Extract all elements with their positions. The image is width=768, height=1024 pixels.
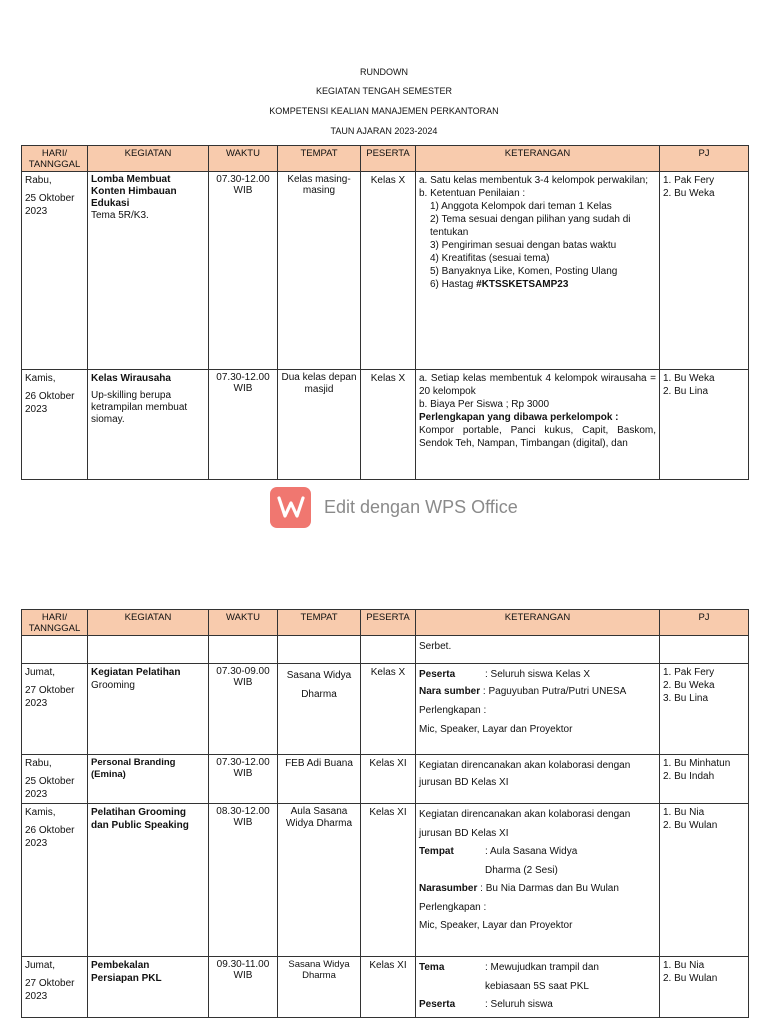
ket-line: 2) Tema sesuai dengan pilihan yang sudah di tentukan [430,214,631,238]
col-pj: PJ [660,146,749,172]
col-tempat: TEMPAT [278,146,361,172]
cell-kegiatan [88,636,209,664]
date: 25 Oktober 2023 [25,193,75,217]
rundown-table-page2 [21,609,749,1018]
day: Kamis, [25,373,56,384]
activity-note: Tema 5R/K3. [91,210,149,221]
ket-label: Nara sumber [419,686,481,697]
ket-line: Mic, Speaker, Layar dan Proyektor [419,724,573,735]
ket-line: 5) Banyaknya Like, Komen, Posting Ulang [430,266,618,277]
cell-tempat [278,636,361,664]
cell-keterangan [416,664,660,755]
pj-item: 2. Bu Weka [663,188,715,199]
col-pj: PJ [660,610,749,636]
cell-waktu: 07.30-12.00 WIB [209,172,278,370]
day: Jumat, [25,960,56,971]
cell-kegiatan [88,804,209,957]
cell-tempat: Kelas masing-masing [278,172,361,370]
ket-line: Kegiatan direncanakan akan kolaborasi dengan jurusan BD Kelas XI [419,809,631,839]
ket-value: : Paguyuban Putra/Putri UNESA [482,686,627,697]
ket-line: a. Satu kelas membentuk 3-4 kelompok perwakilan; [419,175,649,186]
cell-pj [660,370,749,480]
table-row [22,664,749,755]
col-peserta: PESERTA [361,146,416,172]
cell-tempat: Dua kelas depan masjid [278,370,361,480]
cell-keterangan: Serbet. [416,636,660,664]
ket-peserta [419,666,656,683]
pj-item: 1. Bu Weka [663,373,715,384]
date: 27 Oktober 2023 [25,685,75,709]
ket-line: Kompor portable, Panci kukus, Capit, Baskom, Sendok Teh, Nampan, Timbangan (digital), dan [419,425,656,449]
col-kegiatan: KEGIATAN [88,146,209,172]
cell-kegiatan [88,370,209,480]
table-row [22,370,749,480]
col-hari: HARI/ TANNGGAL [22,610,88,636]
day: Rabu, [25,758,52,769]
activity-title: Kegiatan Pelatihan [91,667,181,678]
cell-pj [660,172,749,370]
activity-title: Pelatihan Grooming dan Public Speaking [91,807,189,831]
ket-narasumber [419,880,656,899]
cell-tempat: FEB Adi Buana [278,755,361,804]
ket-line: b. Ketentuan Penilaian : [419,188,526,199]
ket-peserta [419,996,656,1015]
cell-hari [22,804,88,957]
date: 27 Oktober 2023 [25,978,75,1002]
col-waktu: WAKTU [209,610,278,636]
cell-hari [22,172,88,370]
date: 26 Oktober 2023 [25,391,75,415]
ket-tempat [419,843,656,880]
pj-item: 2. Bu Lina [663,386,709,397]
cell-keterangan [416,370,660,480]
cell-pj [660,957,749,1018]
cell-peserta: Kelas XI [361,804,416,957]
cell-tempat: Aula Sasana Widya Dharma [278,804,361,957]
ket-label: Peserta [419,669,456,680]
cell-keterangan [416,172,660,370]
pj-item: 2. Bu Wulan [663,820,718,831]
ket-value: : Mewujudkan trampil dan kebiasaan 5S saat PKL [485,962,599,992]
col-keterangan: KETERANGAN [416,146,660,172]
table-header [22,146,749,172]
pj-item: 2. Bu Wulan [663,973,718,984]
table-row [22,172,749,370]
cell-hari [22,370,88,480]
cell-peserta [361,636,416,664]
ket-line-hastag [419,278,656,291]
rundown-table-page1 [21,145,749,480]
cell-kegiatan [88,755,209,804]
cell-hari [22,755,88,804]
ket-label: Narasumber [419,883,478,894]
cell-waktu: 07.30-12.00 WIB [209,755,278,804]
cell-hari [22,957,88,1018]
doc-subtitle: KEGIATAN TENGAH SEMESTER [315,86,453,96]
cell-kegiatan [88,172,209,370]
pj-item: 1. Bu Nia [663,960,705,971]
cell-keterangan [416,804,660,957]
table-header [22,610,749,636]
col-kegiatan: KEGIATAN [88,610,209,636]
table-row [22,755,749,804]
date: 25 Oktober 2023 [25,776,75,800]
doc-year: TAUN AJARAN 2023-2024 [330,126,438,136]
hastag-value: #KTSSKETSAMP23 [476,279,569,290]
activity-title: Personal Branding (Emina) [91,757,176,780]
cell-pj [660,804,749,957]
cell-keterangan: Kegiatan direncanakan akan kolaborasi dengan jurusan BD Kelas XI [416,755,660,804]
ket-value: : Aula Sasana Widya Dharma (2 Sesi) [485,846,578,876]
cell-peserta: Kelas XI [361,755,416,804]
pj-item: 1. Bu Nia [663,807,705,818]
cell-waktu: 07.30-12.00 WIB [209,370,278,480]
ket-line: b. Biaya Per Siswa ; Rp 3000 [419,399,550,410]
ket-line: 3) Pengiriman sesuai dengan batas waktu [430,240,617,251]
ket-label: Tempat [419,846,454,857]
col-keterangan: KETERANGAN [416,610,660,636]
table-row [22,804,749,957]
activity-title: Kelas Wirausaha [91,373,171,384]
table-row [22,636,749,664]
activity-title: Lomba Membuat Konten Himbauan Edukasi [91,174,177,209]
cell-waktu: 07.30-09.00 WIB [209,664,278,755]
doc-program: KOMPETENSI KEALIAN MANAJEMEN PERKANTORAN [269,106,499,116]
cell-hari [22,664,88,755]
col-tempat: TEMPAT [278,610,361,636]
cell-waktu: 09.30-11.00 WIB [209,957,278,1018]
cell-peserta: Kelas X [361,664,416,755]
ket-line: 4) Kreatifitas (sesuai tema) [430,253,550,264]
ket-value: : Seluruh siswa Kelas X [485,669,591,680]
activity-note: Grooming [91,680,135,691]
wps-watermark-text: Edit dengan WPS Office [324,496,518,517]
cell-pj [660,636,749,664]
hastag-label: 6) Hastag [430,279,474,290]
ket-value: : Bu Nia Darmas dan Bu Wulan [480,883,619,894]
pj-item: 1. Bu Minhatun [663,758,731,769]
col-hari: HARI/ TANNGGAL [22,146,88,172]
cell-peserta: Kelas X [361,370,416,480]
table-row [22,957,749,1018]
date: 26 Oktober 2023 [25,825,75,849]
cell-kegiatan [88,664,209,755]
cell-hari [22,636,88,664]
activity-title: Pembekalan Persiapan PKL [91,960,162,984]
day: Rabu, [25,175,52,186]
ket-label: Peserta [419,999,456,1010]
cell-peserta: Kelas X [361,172,416,370]
wps-watermark[interactable] [270,486,518,528]
cell-keterangan [416,957,660,1018]
day: Kamis, [25,807,56,818]
day: Jumat, [25,667,56,678]
cell-pj [660,755,749,804]
pj-item: 2. Bu Weka [663,680,715,691]
activity-note: Up-skilling berupa ketrampilan membuat siomay. [91,390,188,425]
ket-tema [419,959,656,996]
wps-logo-icon [270,487,311,528]
cell-kegiatan [88,957,209,1018]
ket-label: Tema [419,962,445,973]
doc-title: RUNDOWN [360,67,408,77]
ket-line: Perlengkapan yang dibawa perkelompok : [419,412,619,423]
cell-tempat: Sasana Widya Dharma [278,664,361,755]
pj-item: 1. Pak Fery [663,667,715,678]
ket-line: Mic, Speaker, Layar dan Proyektor [419,920,573,931]
pj-item: 3. Bu Lina [663,693,709,704]
ket-line: Perlengkapan : [419,705,487,716]
ket-line: a. Setiap kelas membentuk 4 kelompok wirausaha = 20 kelompok [419,373,656,397]
pj-item: 2. Bu Indah [663,771,715,782]
ket-line: Perlengkapan : [419,901,487,913]
col-waktu: WAKTU [209,146,278,172]
cell-waktu: 08.30-12.00 WIB [209,804,278,957]
cell-pj [660,664,749,755]
cell-tempat: Sasana Widya Dharma [278,957,361,1018]
cell-waktu [209,636,278,664]
ket-narasumber [419,686,656,698]
pj-item: 1. Pak Fery [663,175,715,186]
ket-line: 1) Anggota Kelompok dari teman 1 Kelas [430,201,612,212]
col-peserta: PESERTA [361,610,416,636]
cell-peserta: Kelas XI [361,957,416,1018]
ket-value: : Seluruh siswa [485,999,553,1010]
